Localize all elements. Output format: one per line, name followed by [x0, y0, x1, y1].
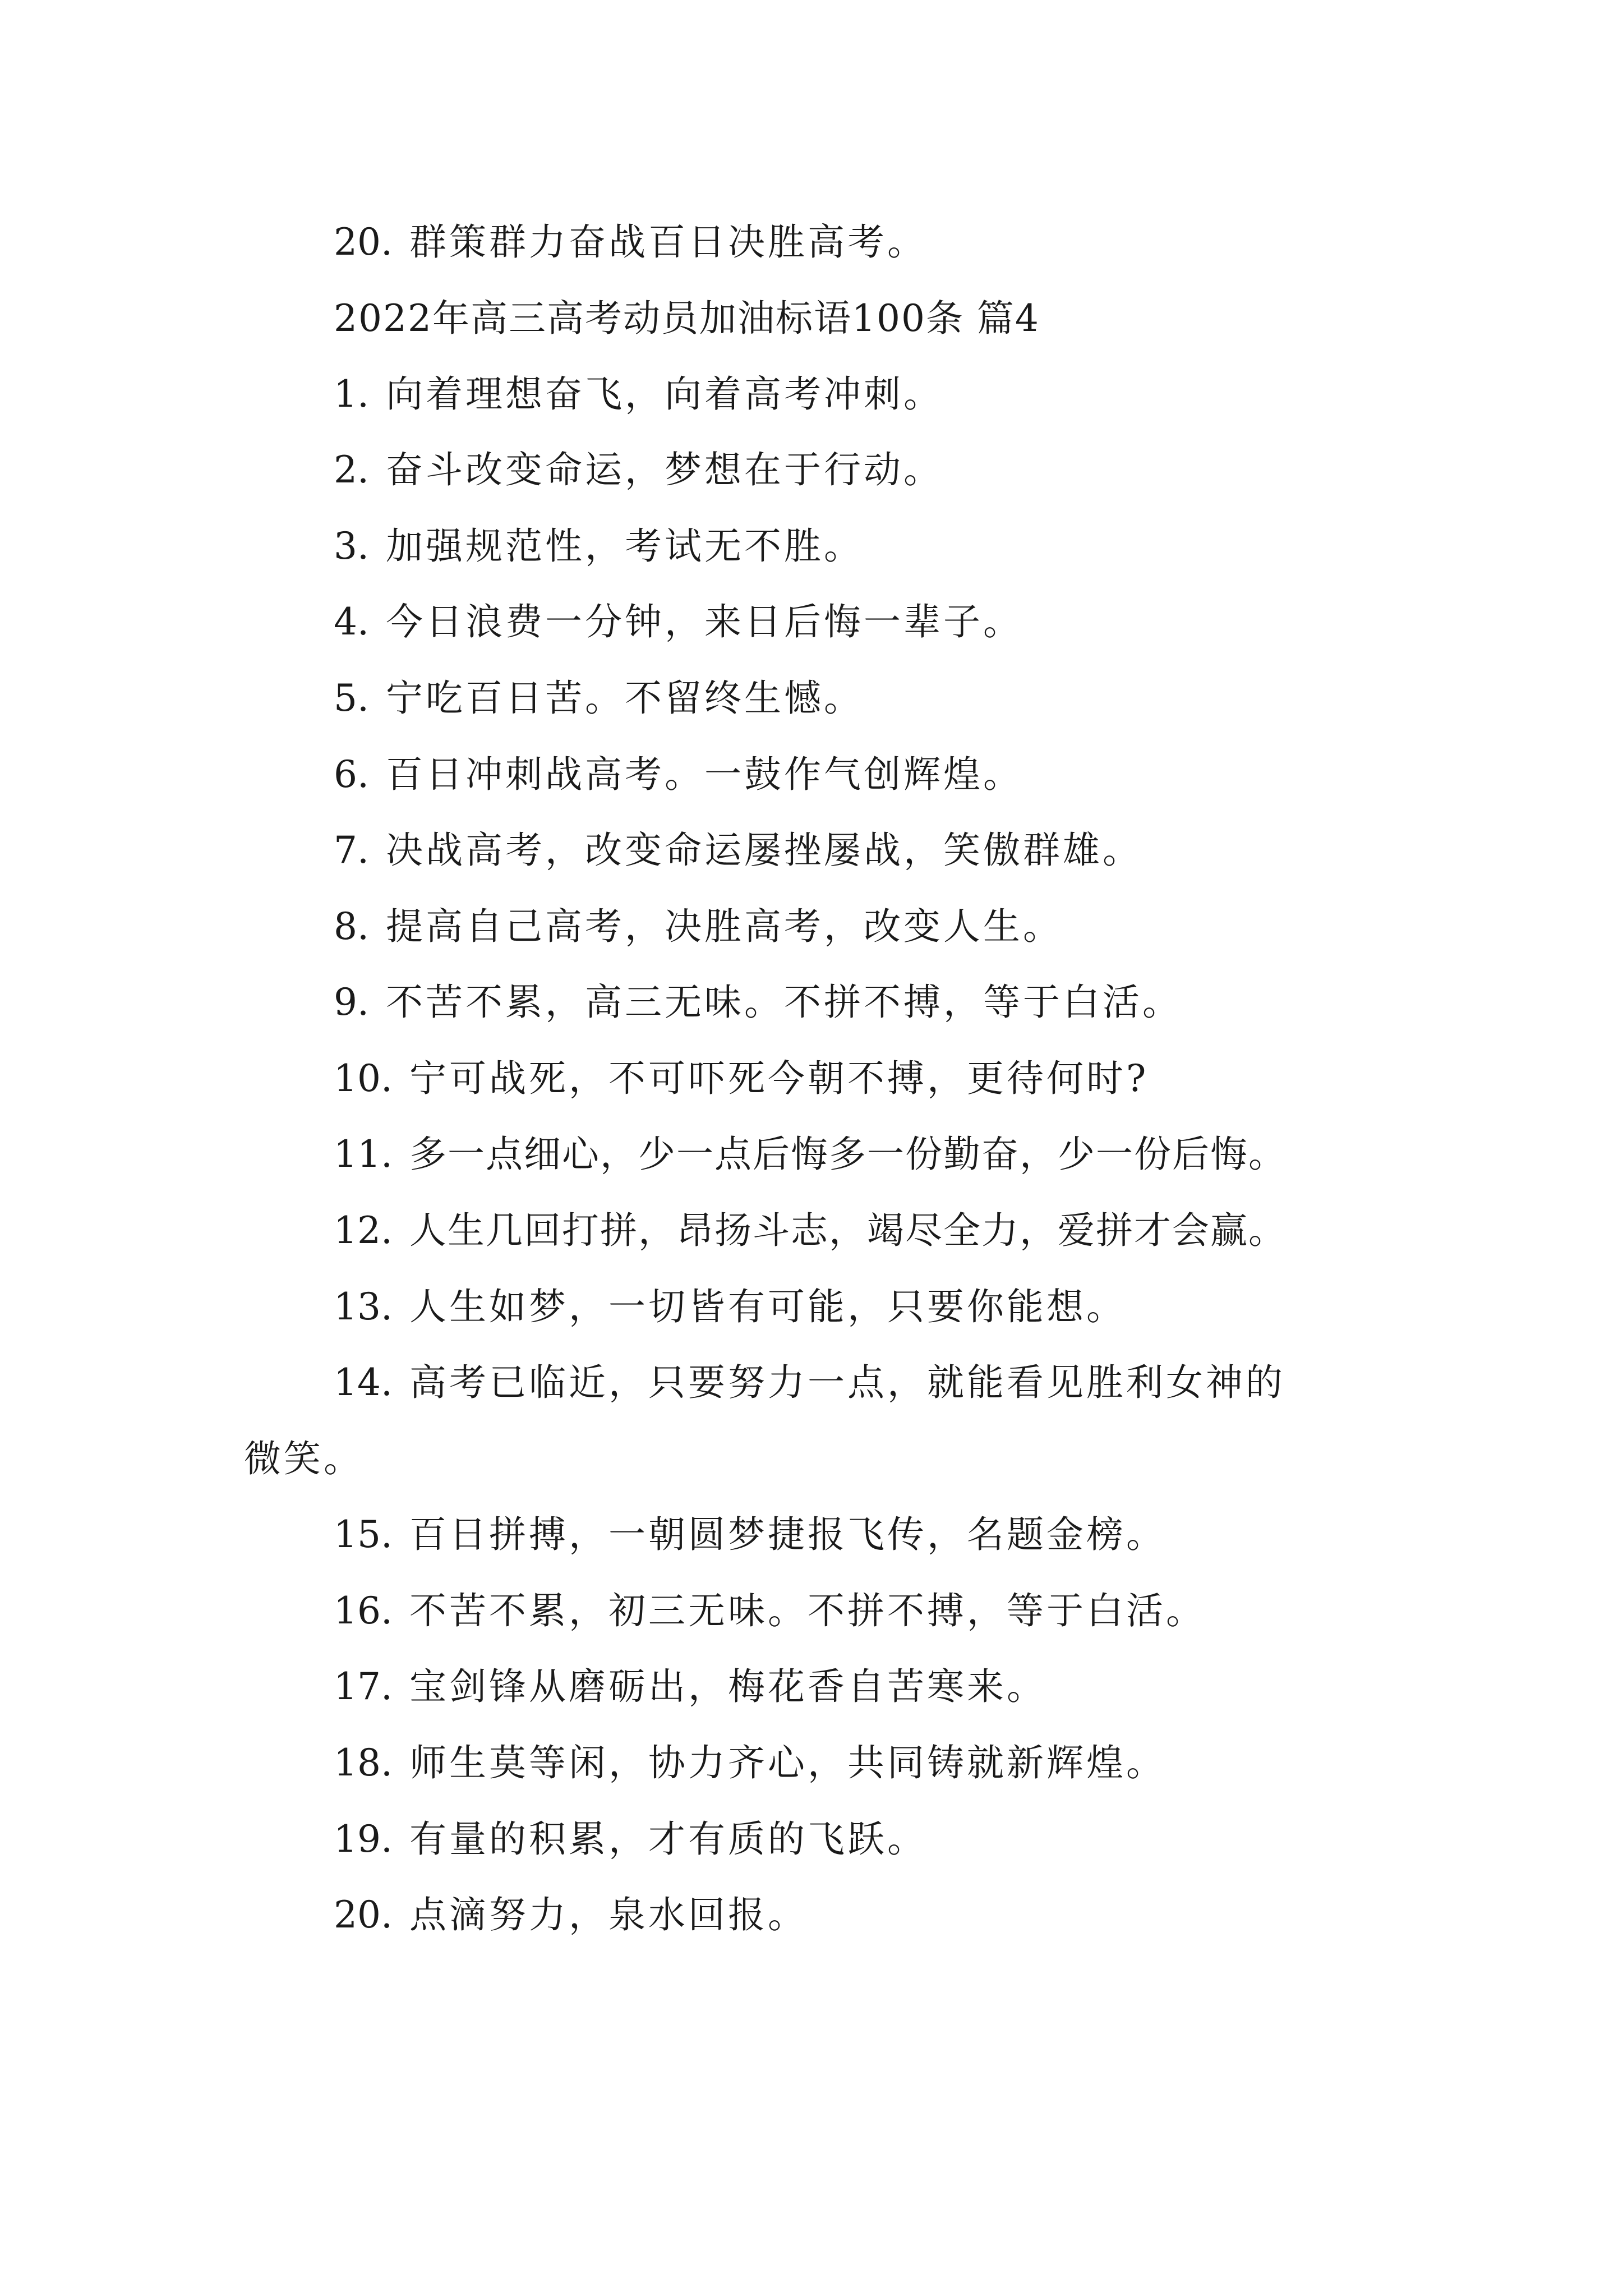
- list-item: [334, 1056, 1149, 1101]
- item-number: 12.: [334, 1209, 393, 1252]
- list-item: [334, 752, 1023, 797]
- item-number: 19.: [334, 1818, 393, 1861]
- item-number: 6.: [334, 753, 369, 796]
- item-number: 10.: [334, 1057, 393, 1100]
- item-number: 5.: [334, 677, 369, 720]
- item-number: 9.: [334, 981, 369, 1024]
- list-item: [334, 1817, 927, 1862]
- list-item: [334, 828, 1142, 873]
- item-number: 20.: [334, 220, 393, 264]
- section-heading: 2022年高三高考动员加油标语100条 篇4: [334, 297, 1040, 340]
- item-text: 提高自己高考，决胜高考，改变人生。: [385, 905, 1063, 948]
- list-item: [334, 1664, 1046, 1709]
- item-text: 有量的积累，才有质的飞跃。: [409, 1818, 927, 1861]
- item-number: 1.: [334, 372, 369, 416]
- list-item: [334, 1208, 1287, 1253]
- item-number: 2.: [334, 448, 369, 491]
- list-item: [334, 1360, 1285, 1405]
- list-item: [334, 1285, 1126, 1329]
- item-number: 8.: [334, 905, 369, 948]
- item-text: 点滴努力，泉水回报。: [409, 1893, 808, 1936]
- item-text: 百日拼搏，一朝圆梦捷报飞传，名题金榜。: [409, 1513, 1166, 1556]
- item-text: 宁可战死，不可吓死今朝不搏，更待何时?: [409, 1057, 1149, 1100]
- item-number: 16.: [334, 1589, 393, 1632]
- item-number: 4.: [334, 600, 369, 643]
- list-item: [334, 1741, 1166, 1786]
- item-text: 决战高考，改变命运屡挫屡战，笑傲群雄。: [385, 829, 1142, 872]
- item-text: 向着理想奋飞，向着高考冲刺。: [385, 372, 943, 416]
- item-number: 17.: [334, 1665, 393, 1708]
- item-text: 多一点细心，少一点后悔多一份勤奋，少一份后悔。: [409, 1133, 1287, 1176]
- item-text: 今日浪费一分钟，来日后悔一辈子。: [385, 600, 1023, 643]
- item-number: 13.: [334, 1285, 393, 1328]
- list-item: [334, 1893, 808, 1938]
- list-item: [334, 1512, 1166, 1557]
- item-text: 师生莫等闲，协力齐心，共同铸就新辉煌。: [409, 1741, 1166, 1784]
- item-text: 不苦不累，高三无味。不拼不搏，等于白活。: [385, 981, 1182, 1024]
- item-text: 高考已临近，只要努力一点，就能看见胜利女神的: [409, 1361, 1285, 1404]
- item-text: 人生如梦，一切皆有可能，只要你能想。: [409, 1285, 1126, 1328]
- item-text: 群策群力奋战百日决胜高考。: [409, 220, 927, 264]
- list-item: [334, 676, 864, 721]
- list-item: [334, 220, 927, 265]
- item-number: 20.: [334, 1893, 393, 1936]
- list-item: [334, 372, 943, 417]
- item-number: 14.: [334, 1361, 393, 1404]
- list-item: [334, 448, 943, 493]
- item-number: 11.: [334, 1133, 393, 1176]
- item-text: 宝剑锋从磨砺出，梅花香自苦寒来。: [409, 1665, 1046, 1708]
- list-item: [334, 1589, 1206, 1634]
- item-number: 3.: [334, 524, 369, 568]
- item-number: 15.: [334, 1513, 393, 1556]
- item-text: 宁吃百日苦。不留终生憾。: [385, 677, 864, 720]
- list-item: [334, 1132, 1287, 1177]
- item-text: 不苦不累，初三无味。不拼不搏，等于白活。: [409, 1589, 1206, 1632]
- list-item: [334, 524, 864, 569]
- item-number: 7.: [334, 829, 369, 872]
- item-text: 人生几回打拼，昂扬斗志，竭尽全力，爱拼才会赢。: [409, 1209, 1287, 1252]
- item-number: 18.: [334, 1741, 393, 1784]
- list-item: [334, 980, 1182, 1025]
- item-text: 加强规范性，考试无不胜。: [385, 524, 864, 568]
- list-item: [334, 904, 1063, 949]
- list-item: [334, 600, 1023, 645]
- item-text: 百日冲刺战高考。一鼓作气创辉煌。: [385, 753, 1023, 796]
- item-text: 奋斗改变命运，梦想在于行动。: [385, 448, 943, 491]
- list-item-continuation: 微笑。: [244, 1437, 363, 1480]
